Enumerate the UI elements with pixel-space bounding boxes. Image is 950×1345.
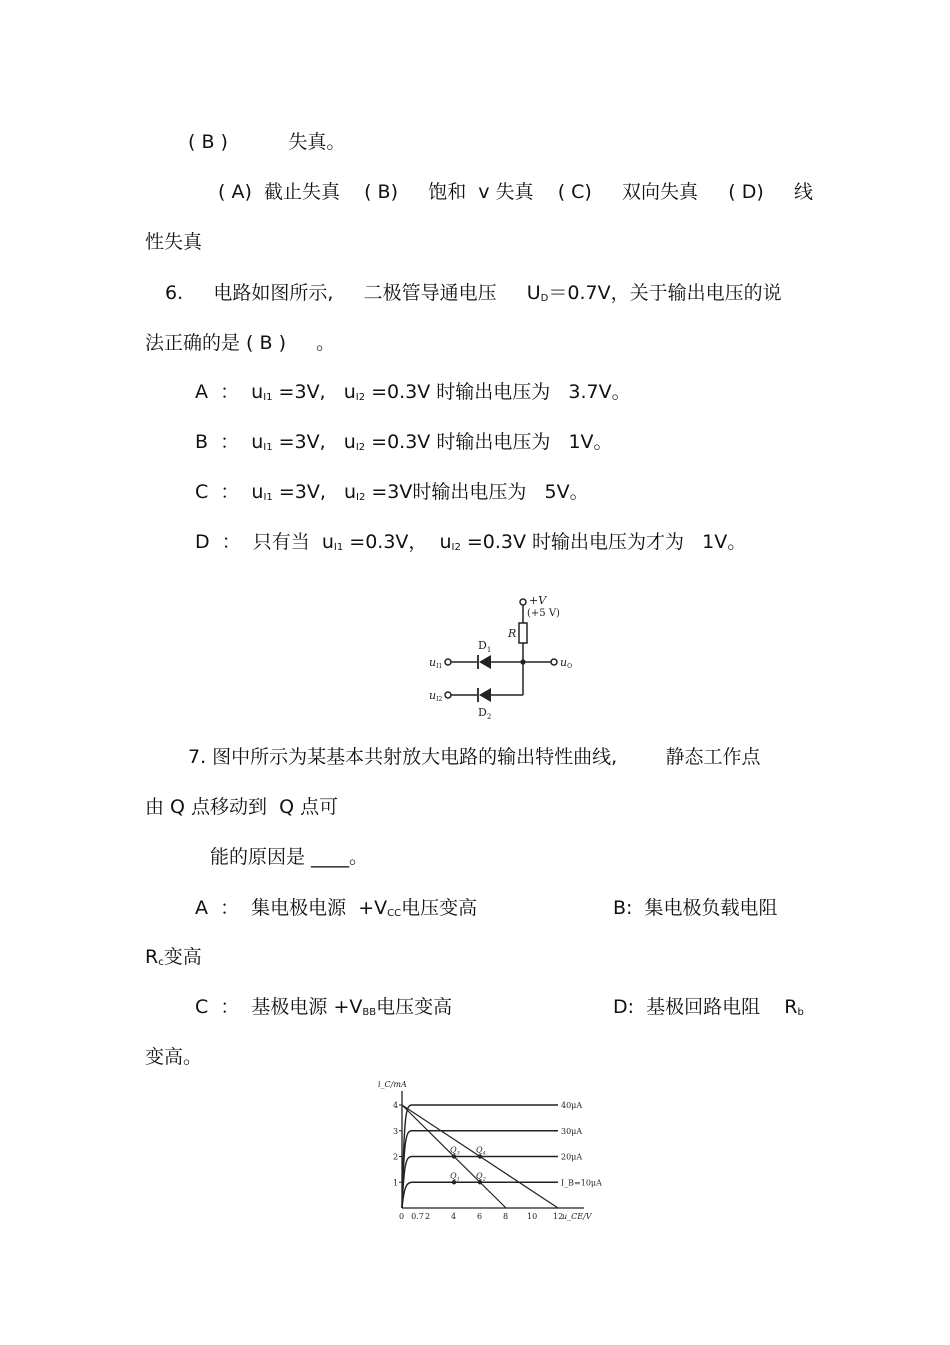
resistor-label: R bbox=[508, 627, 517, 640]
q7-stem-line1: 7. 图中所示为某基本共射放大电路的输出特性曲线, 静态工作点 bbox=[188, 746, 761, 768]
junction-dot bbox=[520, 659, 525, 664]
q6-option-c-head: C ： u bbox=[195, 481, 264, 503]
q7-option-b-continuation bbox=[145, 945, 202, 975]
q5-answer-line: ( B ) 失真。 bbox=[188, 131, 346, 153]
q7-option-b-cont-pre: R bbox=[145, 946, 159, 968]
output-characteristic-chart bbox=[370, 1077, 610, 1225]
q7-option-b: B: 集电极负载电阻 bbox=[613, 897, 778, 919]
supply-terminal bbox=[520, 599, 526, 605]
curve-label: 30μA bbox=[561, 1126, 583, 1136]
q7-option-a-post: 电压变高 bbox=[401, 897, 478, 919]
q7-option-c-pre: C ： 基极电源 +V bbox=[195, 996, 363, 1018]
q5-options-continuation: 性失真 bbox=[145, 231, 203, 253]
q6-option-a-mid: =3V, u bbox=[272, 381, 356, 403]
q-point-index: 4 bbox=[482, 1150, 486, 1157]
ib-curve bbox=[402, 1131, 558, 1208]
q6-option-b-sub2: I2 bbox=[355, 442, 366, 453]
input2-label bbox=[429, 689, 442, 703]
x-tick-label: 8 bbox=[503, 1212, 509, 1221]
supply-value: (+5 V) bbox=[527, 608, 560, 619]
q-point-letter: Q bbox=[450, 1171, 457, 1181]
supply-label: +V bbox=[529, 594, 547, 607]
y-tick-label: 1 bbox=[393, 1178, 399, 1188]
q6-option-d-tail: =0.3V 时输出电压为才为 1V。 bbox=[460, 531, 747, 553]
q7-option-c bbox=[195, 995, 452, 1025]
curve-label: 20μA bbox=[561, 1152, 583, 1162]
x-tick-label: 6 bbox=[477, 1212, 483, 1221]
x-tick-label: 2 bbox=[425, 1212, 431, 1221]
q6-option-b bbox=[195, 430, 613, 460]
curve-label: 40μA bbox=[561, 1101, 583, 1110]
q6-option-c-sub1: I1 bbox=[263, 492, 273, 503]
output-label-main: u bbox=[560, 656, 568, 669]
q7-option-b-cont-post: 变高 bbox=[163, 946, 202, 968]
q7-option-d-continuation: 变高。 bbox=[145, 1046, 203, 1068]
q6-stem-line1 bbox=[165, 281, 782, 311]
q7-stem-line3: 能的原因是 ____。 bbox=[210, 846, 369, 868]
y-tick-label: 2 bbox=[393, 1152, 399, 1162]
y-axis-title: i_C/mA bbox=[378, 1080, 407, 1089]
q6-option-d bbox=[195, 530, 746, 560]
q7-stem-line2: 由 Q 点移动到 Q 点可 bbox=[145, 796, 339, 818]
ib-curve bbox=[402, 1182, 558, 1208]
q6-option-a-sub2: I2 bbox=[355, 392, 366, 403]
q-point-index: 2 bbox=[482, 1176, 486, 1183]
q6-stem-b: ＝0.7V，关于输出电压的说 bbox=[548, 282, 782, 304]
diode-d2 bbox=[478, 688, 491, 702]
x-tick-label: 4 bbox=[451, 1212, 457, 1221]
q-point bbox=[478, 1180, 482, 1184]
input2-label-main: u bbox=[429, 689, 437, 702]
input1-label-main: u bbox=[429, 656, 437, 669]
q7-option-b-cont-sub: c bbox=[158, 957, 164, 968]
d2-label-sub: 2 bbox=[486, 713, 492, 721]
q6-option-a-head: A ： u bbox=[195, 381, 264, 403]
q7-option-d-pre: D: 基极回路电阻 R bbox=[613, 996, 798, 1018]
q-point-letter: Q bbox=[476, 1171, 483, 1181]
input2-label-sub: I2 bbox=[436, 696, 443, 703]
output-label bbox=[560, 656, 572, 670]
input1-label-sub: I1 bbox=[436, 663, 443, 670]
q-point-letter: Q bbox=[476, 1145, 483, 1155]
q-point-index: 1 bbox=[456, 1176, 460, 1183]
diode-d1 bbox=[478, 655, 491, 669]
chart-axes bbox=[399, 1091, 584, 1208]
q6-option-c-sub2: I2 bbox=[356, 492, 366, 503]
q-point bbox=[452, 1180, 456, 1184]
q-point-index: 3 bbox=[456, 1150, 460, 1157]
d1-label-main: D bbox=[478, 639, 487, 652]
output-terminal bbox=[551, 659, 557, 665]
q6-option-d-head: D ： 只有当 u bbox=[195, 531, 334, 553]
q6-option-c bbox=[195, 480, 589, 510]
diode-circuit-diagram bbox=[400, 590, 590, 725]
q7-option-d bbox=[613, 995, 804, 1025]
q6-option-c-tail: =3V时输出电压为 5V。 bbox=[365, 481, 589, 503]
input1-terminal bbox=[445, 659, 451, 665]
d1-label-sub: 1 bbox=[486, 646, 492, 654]
q6-option-b-head: B ： u bbox=[195, 431, 264, 453]
x-tick-label: 12 bbox=[553, 1212, 564, 1221]
chart-labels bbox=[378, 1080, 602, 1221]
q6-option-b-tail: =0.3V 时输出电压为 1V。 bbox=[365, 431, 613, 453]
y-tick-label: 3 bbox=[393, 1126, 399, 1136]
x-tick-label: 10 bbox=[527, 1212, 538, 1221]
q-point-letter: Q bbox=[450, 1145, 457, 1155]
q7-option-c-sub: BB bbox=[362, 1007, 377, 1018]
q6-option-d-sub2: I2 bbox=[451, 542, 461, 553]
q7-option-a-sub: CC bbox=[387, 908, 402, 919]
q7-option-a bbox=[195, 896, 477, 926]
resistor-r bbox=[519, 623, 527, 643]
input1-label bbox=[429, 656, 442, 670]
q6-option-a-tail: =0.3V 时输出电压为 3.7V。 bbox=[365, 381, 631, 403]
d2-label-main: D bbox=[478, 706, 487, 719]
q6-stem-sub: D bbox=[540, 293, 549, 304]
input2-terminal bbox=[445, 692, 451, 698]
x-tick-label: 0 bbox=[399, 1212, 405, 1221]
q7-option-d-sub: b bbox=[797, 1007, 804, 1018]
q-point bbox=[478, 1154, 482, 1158]
x-axis-title: u_CE/V bbox=[562, 1212, 592, 1221]
d1-label bbox=[478, 639, 491, 654]
q6-stem-line2: 法正确的是 ( B ) 。 bbox=[145, 332, 336, 354]
curve-label: I_B=10μA bbox=[561, 1178, 602, 1188]
q6-stem-a: 6. 电路如图所示, 二极管导通电压 U bbox=[165, 282, 541, 304]
q5-options-line: ( A) 截止失真 ( B) 饱和 v 失真 ( C) 双向失真 ( D) 线 bbox=[218, 181, 813, 203]
output-label-sub: O bbox=[567, 663, 573, 670]
y-tick-label: 4 bbox=[393, 1101, 399, 1110]
q7-option-a-pre: A ： 集电极电源 +V bbox=[195, 897, 388, 919]
q6-option-a bbox=[195, 380, 631, 410]
q7-option-c-post: 电压变高 bbox=[376, 996, 453, 1018]
q6-option-c-mid: =3V, u bbox=[272, 481, 357, 503]
x-tick-label: 0.7 bbox=[411, 1212, 424, 1221]
q-point bbox=[452, 1154, 456, 1158]
q6-option-d-mid: =0.3V， u bbox=[343, 531, 452, 553]
q6-option-b-sub1: I1 bbox=[263, 442, 273, 453]
d2-label bbox=[478, 706, 491, 721]
q6-option-a-sub1: I1 bbox=[263, 392, 273, 403]
q6-option-b-mid: =3V, u bbox=[272, 431, 356, 453]
q6-option-d-sub1: I1 bbox=[333, 542, 344, 553]
